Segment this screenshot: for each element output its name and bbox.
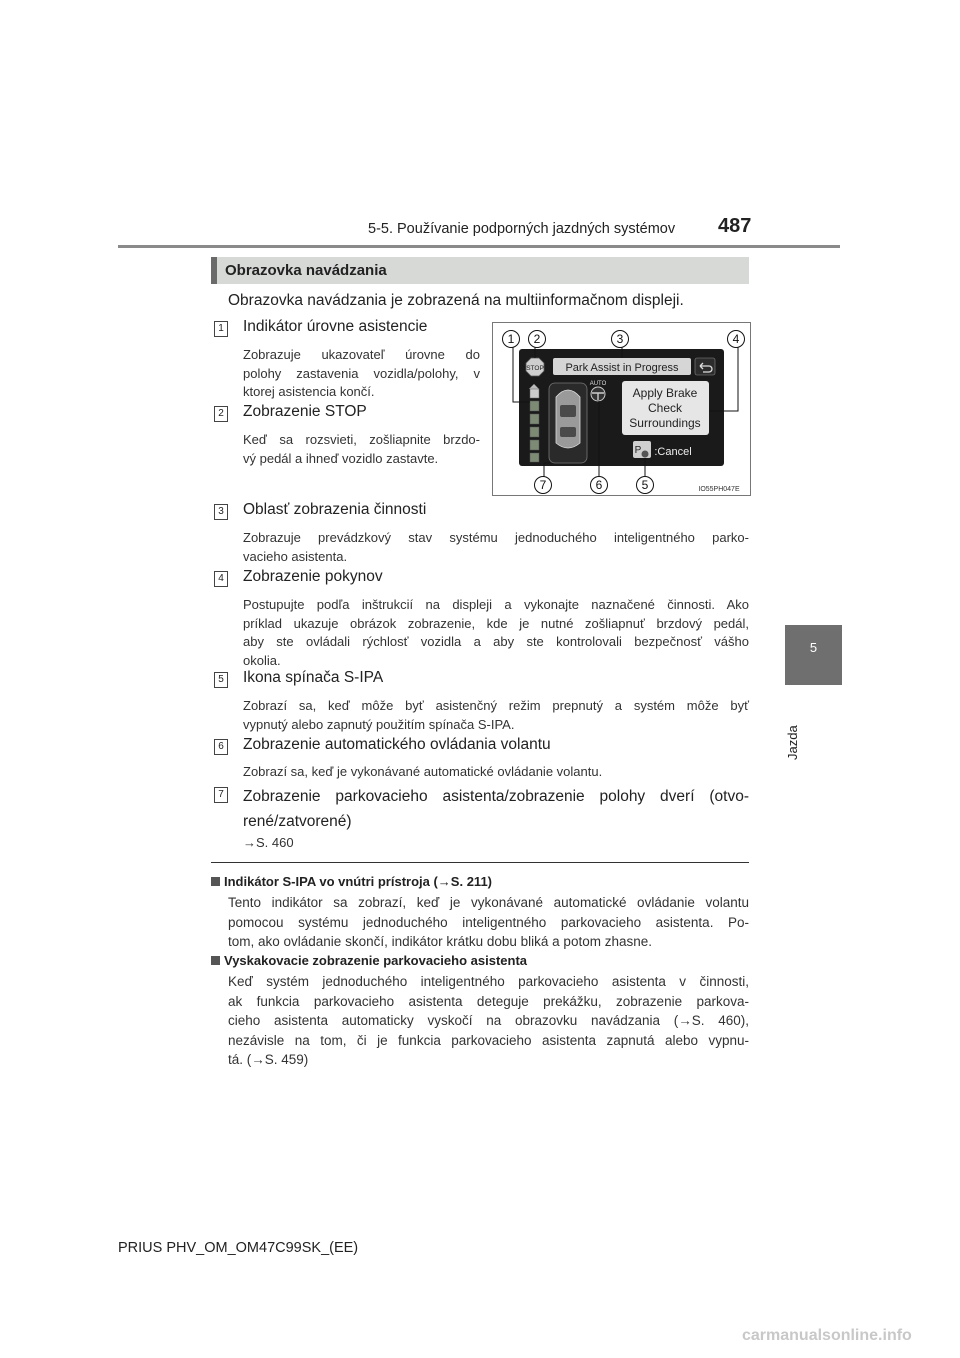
item-desc — [243, 697, 749, 734]
note-line: tá. (→S. 459) — [228, 1052, 309, 1067]
item-number: 2 — [214, 406, 228, 422]
banner-text: Park Assist in Progress — [565, 362, 679, 374]
auto-label: AUTO — [589, 381, 607, 387]
chapter-number: 5 — [809, 640, 818, 655]
callout-label: 7 — [539, 478, 547, 492]
notes-rule — [211, 862, 749, 863]
title-line: rené/zatvorené) — [243, 813, 352, 830]
callout-label: 1 — [507, 332, 515, 346]
note-title-text: Indikátor S-IPA vo vnútri prístroja (→S. 211) — [224, 874, 492, 889]
note-title-text: Vyskakovacie zobrazenie parkovacieho asistenta — [224, 953, 528, 968]
section-title: Obrazovka navádzania — [225, 262, 387, 279]
item-title: Indikátor úrovne asistencie — [243, 318, 428, 335]
note-line: cieho asistenta automaticky vyskočí na obrazovku navádzania (→S. 460), — [228, 1013, 749, 1028]
desc-line: Zobrazí sa, keď môže byť asistenčný režim prepnutý a systém môže byť — [243, 698, 749, 713]
note-text — [228, 893, 749, 952]
instruction-line: Apply Brake — [632, 386, 698, 400]
note-line: Keď systém jednoduchého inteligentného parkovacieho asistenta v činnosti, — [228, 974, 749, 989]
guidance-screen-figure — [492, 322, 751, 496]
callout-label: 2 — [533, 332, 541, 346]
square-bullet-icon — [211, 877, 220, 886]
note-line: nezávisle na tom, či je funkcia parkovacieho asistenta zapnutá alebo vypnu- — [228, 1032, 749, 1048]
item-number: 4 — [214, 571, 228, 587]
car-icon — [556, 390, 580, 448]
desc-line: vý pedál a ihneď vozidlo zastavte. — [243, 450, 439, 466]
item-title: Zobrazenie STOP — [243, 403, 367, 420]
desc-line: ktorej asistencia končí. — [243, 384, 375, 399]
chapter-label — [781, 712, 809, 762]
level-segment — [530, 389, 539, 398]
chapter-tab — [785, 625, 842, 685]
instruction-line: Check — [647, 401, 683, 415]
item-desc — [243, 431, 480, 468]
item-desc — [243, 596, 749, 670]
desc-line: Postupujte podľa inštrukcií na displeji a vykonajte naznačené činnosti. Ako — [243, 597, 749, 612]
note-line: tom, ako ovládanie skončí, indikátor krátku dobu bliká a potom zhasne. — [228, 934, 652, 949]
item-title: Ikona spínača S-IPA — [243, 669, 384, 686]
level-segment — [530, 440, 539, 450]
desc-line: Zobrazí sa, keď je vykonávané automatické ovládanie volantu. — [243, 764, 603, 779]
section-intro: Obrazovka navádzania je zobrazená na multiinformačnom displeji. — [228, 292, 684, 309]
header-rule — [118, 245, 840, 248]
item-title: Oblasť zobrazenia činnosti — [243, 501, 427, 518]
item-number: 5 — [214, 672, 228, 688]
desc-line: Zobrazuje prevádzkový stav systému jednoduchého inteligentného parko- — [243, 530, 749, 545]
callout-label: 6 — [595, 478, 603, 492]
desc-line: príklad ukazuje obrázok zobrazenie, kde je nutné zošliapnuť brzdový pedál, — [243, 615, 749, 631]
page-number: 487 — [718, 215, 752, 237]
level-segment — [530, 414, 539, 424]
running-header: 5-5. Používanie podporných jazdných systémov — [368, 221, 676, 237]
desc-line: Keď sa rozsvieti, zošliapnite brzdo- — [243, 432, 480, 447]
level-segment — [530, 453, 539, 462]
desc-line: polohy zastavenia vozidla/polohy, v — [243, 365, 480, 381]
note-title — [211, 953, 527, 968]
item-desc — [243, 529, 749, 566]
desc-line: aby ste ovládali rýchlosť vozidla a aby ste kontrolovali bezpečnosť vášho — [243, 634, 749, 649]
footer-code: PRIUS PHV_OM_OM47C99SK_(EE) — [118, 1240, 359, 1256]
item-desc — [243, 834, 294, 853]
callout-label: 4 — [732, 332, 740, 346]
desc-line: vypnutý alebo zapnutý použitím spínača S-IPA. — [243, 716, 515, 732]
square-bullet-icon — [211, 956, 220, 965]
callout-label: 3 — [616, 332, 624, 346]
level-segment — [530, 427, 539, 437]
desc-line: Zobrazuje ukazovateľ úrovne do — [243, 347, 480, 362]
cancel-p: P — [634, 445, 642, 456]
level-segment — [530, 401, 539, 411]
note-title — [211, 874, 492, 889]
note-line: ak funkcia parkovacieho asistenta deteguje prekážku, zobrazenie parkova- — [228, 993, 749, 1009]
instruction-line: Surroundings — [629, 416, 701, 430]
figure-code: IO55PH047E — [698, 486, 740, 493]
item-desc — [243, 346, 480, 402]
title-line: Zobrazenie parkovacieho asistenta/zobrazenie polohy dverí (otvo- — [243, 788, 749, 805]
item-desc — [243, 763, 749, 782]
desc-line: vacieho asistenta. — [243, 548, 348, 564]
note-line: pomocou systému jednoduchého inteligentného parkovacieho asistenta. Po- — [228, 914, 749, 930]
note-text — [228, 972, 749, 1070]
watermark: carmanualsonline.info — [742, 1327, 912, 1344]
item-title: Zobrazenie pokynov — [243, 568, 383, 585]
item-title: Zobrazenie automatického ovládania volantu — [243, 736, 551, 753]
chapter-label-text: Jazda — [785, 725, 800, 760]
item-number: 3 — [214, 504, 228, 520]
item-number: 6 — [214, 739, 228, 755]
note-line: Tento indikátor sa zobrazí, keď je vykonávané automatické ovládanie volantu — [228, 895, 749, 910]
callout-label: 5 — [641, 478, 649, 492]
section-bar-accent — [211, 257, 217, 284]
figure-svg — [493, 323, 750, 495]
cancel-label: :Cancel — [654, 446, 692, 458]
item-title — [243, 784, 749, 834]
item-number: 1 — [214, 321, 228, 337]
desc-line: →S. 460 — [243, 835, 294, 850]
desc-line: okolia. — [243, 652, 281, 668]
stop-label: STOP — [526, 365, 544, 372]
item-number: 7 — [214, 787, 228, 803]
